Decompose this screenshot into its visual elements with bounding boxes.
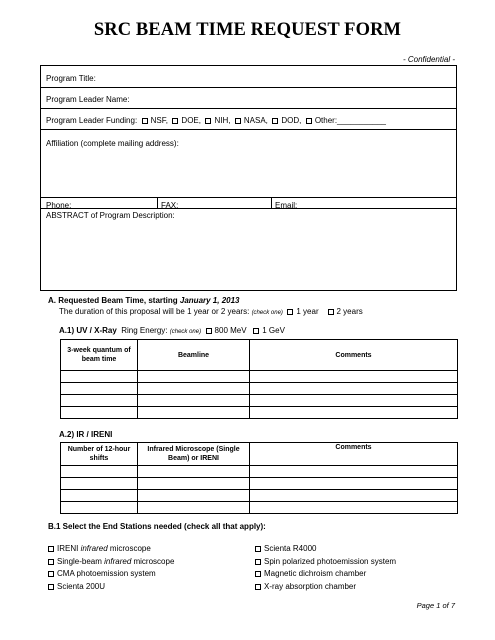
- funding-checkbox[interactable]: [235, 118, 241, 124]
- table-cell[interactable]: [61, 466, 138, 478]
- a1-col-quantum: 3-week quantum of beam time: [61, 340, 138, 371]
- check-one-note: (check one): [169, 329, 202, 335]
- end-station-label: infrared: [104, 556, 132, 566]
- duration-text: The duration of this proposal will be 1 year or 2 years:: [59, 307, 250, 316]
- ring-energy-label: Ring Energy:: [121, 326, 168, 335]
- opt-2years-label: 2 years: [336, 307, 363, 316]
- checkbox-1year[interactable]: [287, 309, 293, 315]
- b1-left-list: [48, 544, 174, 594]
- end-station-label: Single-beam: [57, 556, 105, 566]
- table-cell[interactable]: [138, 395, 250, 407]
- end-station-item: [48, 544, 174, 557]
- a1-table: [60, 339, 458, 419]
- funding-option-label: DOD,: [281, 116, 302, 125]
- end-station-item: [255, 582, 396, 595]
- table-cell[interactable]: [138, 490, 250, 502]
- funding-checkbox[interactable]: [172, 118, 178, 124]
- table-cell[interactable]: [61, 502, 138, 514]
- table-cell[interactable]: [138, 502, 250, 514]
- table-cell[interactable]: [250, 490, 458, 502]
- table-cell[interactable]: [61, 478, 138, 490]
- checkbox-2years[interactable]: [328, 309, 334, 315]
- end-station-item: [255, 569, 396, 582]
- table-cell[interactable]: [250, 466, 458, 478]
- section-a1-heading: [59, 326, 285, 335]
- end-station-checkbox[interactable]: [255, 546, 261, 552]
- opt-800-label: 800 MeV: [214, 326, 247, 335]
- table-cell[interactable]: [61, 371, 138, 383]
- end-station-label: microscope: [131, 556, 175, 566]
- opt-1year-label: 1 year: [296, 307, 319, 316]
- a1-col-comments: Comments: [250, 340, 458, 371]
- fax-field[interactable]: FAX:: [161, 201, 179, 210]
- end-station-label: CMA photoemission system: [57, 569, 156, 578]
- end-station-checkbox[interactable]: [48, 571, 54, 577]
- funding-option-label: NASA,: [243, 116, 268, 125]
- end-station-label: Spin polarized photoemission system: [264, 556, 397, 566]
- end-station-label: Scienta R4000: [264, 544, 317, 553]
- a2-col-comments: Comments: [250, 443, 458, 466]
- duration-row: [59, 307, 363, 316]
- form-title: SRC BEAM TIME REQUEST FORM: [93, 20, 402, 40]
- funding-checkbox[interactable]: [272, 118, 278, 124]
- table-cell[interactable]: [61, 383, 138, 395]
- end-station-label: infrared: [80, 544, 108, 553]
- table-cell[interactable]: [138, 383, 250, 395]
- end-station-item: [255, 557, 396, 570]
- end-station-checkbox[interactable]: [255, 559, 261, 565]
- end-station-checkbox[interactable]: [255, 584, 261, 590]
- table-cell[interactable]: [250, 478, 458, 490]
- page-number: Page 1 of 7: [416, 601, 455, 610]
- program-title-field[interactable]: Program Title:: [46, 74, 96, 83]
- funding-checkbox[interactable]: [306, 118, 312, 124]
- funding-option-label: NIH,: [214, 116, 231, 125]
- end-station-item: [48, 569, 174, 582]
- table-cell[interactable]: [250, 502, 458, 514]
- table-cell[interactable]: [138, 407, 250, 419]
- b1-right-list: [255, 544, 396, 594]
- program-info-box: [40, 65, 457, 291]
- a2-col-shifts: Number of 12-hour shifts: [61, 443, 138, 466]
- table-cell[interactable]: [138, 478, 250, 490]
- end-station-label: X-ray absorption chamber: [264, 581, 357, 591]
- table-cell[interactable]: [138, 371, 250, 383]
- checkbox-800mev[interactable]: [206, 328, 212, 334]
- end-station-label: IRENI: [57, 544, 81, 553]
- table-cell[interactable]: [138, 466, 250, 478]
- table-cell[interactable]: [61, 395, 138, 407]
- end-station-label: Scienta 200U: [57, 581, 106, 591]
- end-station-checkbox[interactable]: [48, 559, 54, 565]
- section-a2-heading: A.2) IR / IRENI: [59, 430, 113, 439]
- funding-row: [46, 116, 386, 125]
- funding-checkbox[interactable]: [205, 118, 211, 124]
- funding-label: Program Leader Funding:: [46, 116, 138, 125]
- program-leader-field[interactable]: Program Leader Name:: [46, 95, 130, 104]
- confidential-label: - Confidential -: [402, 55, 455, 64]
- end-station-item: [48, 557, 174, 570]
- table-cell[interactable]: [61, 490, 138, 502]
- end-station-label: microscope: [107, 544, 151, 553]
- opt-1gev-label: 1 GeV: [262, 326, 285, 335]
- a1-title: A.1) UV / X-Ray: [59, 326, 117, 335]
- section-a-heading: A. Requested Beam Time, starting January 1, 2013: [48, 296, 240, 305]
- funding-option-label: NSF,: [150, 116, 168, 125]
- affiliation-field[interactable]: Affiliation (complete mailing address):: [46, 139, 179, 148]
- table-cell[interactable]: [250, 371, 458, 383]
- check-one-note: (check one): [251, 310, 283, 316]
- email-field[interactable]: Email:: [275, 201, 298, 210]
- end-station-checkbox[interactable]: [48, 546, 54, 552]
- funding-option-label: Other:___________: [314, 116, 386, 125]
- end-station-checkbox[interactable]: [48, 584, 54, 590]
- funding-option-label: DOE,: [181, 116, 201, 125]
- end-station-label: Magnetic dichroism chamber: [264, 569, 367, 578]
- table-cell[interactable]: [250, 395, 458, 407]
- funding-checkbox[interactable]: [142, 118, 148, 124]
- end-station-item: [255, 544, 396, 557]
- end-station-checkbox[interactable]: [255, 571, 261, 577]
- table-cell[interactable]: [250, 383, 458, 395]
- end-station-item: [48, 582, 174, 595]
- a2-col-microscope: Infrared Microscope (Single Beam) or IRENI: [138, 443, 250, 466]
- abstract-field[interactable]: ABSTRACT of Program Description:: [46, 211, 175, 220]
- phone-field[interactable]: Phone:: [46, 201, 72, 210]
- a2-table: [60, 442, 458, 514]
- section-b1-heading: B.1 Select the End Stations needed (check all that apply):: [48, 522, 266, 531]
- checkbox-1gev[interactable]: [253, 328, 259, 334]
- table-cell[interactable]: [61, 407, 138, 419]
- a1-col-beamline: Beamline: [138, 340, 250, 371]
- table-cell[interactable]: [250, 407, 458, 419]
